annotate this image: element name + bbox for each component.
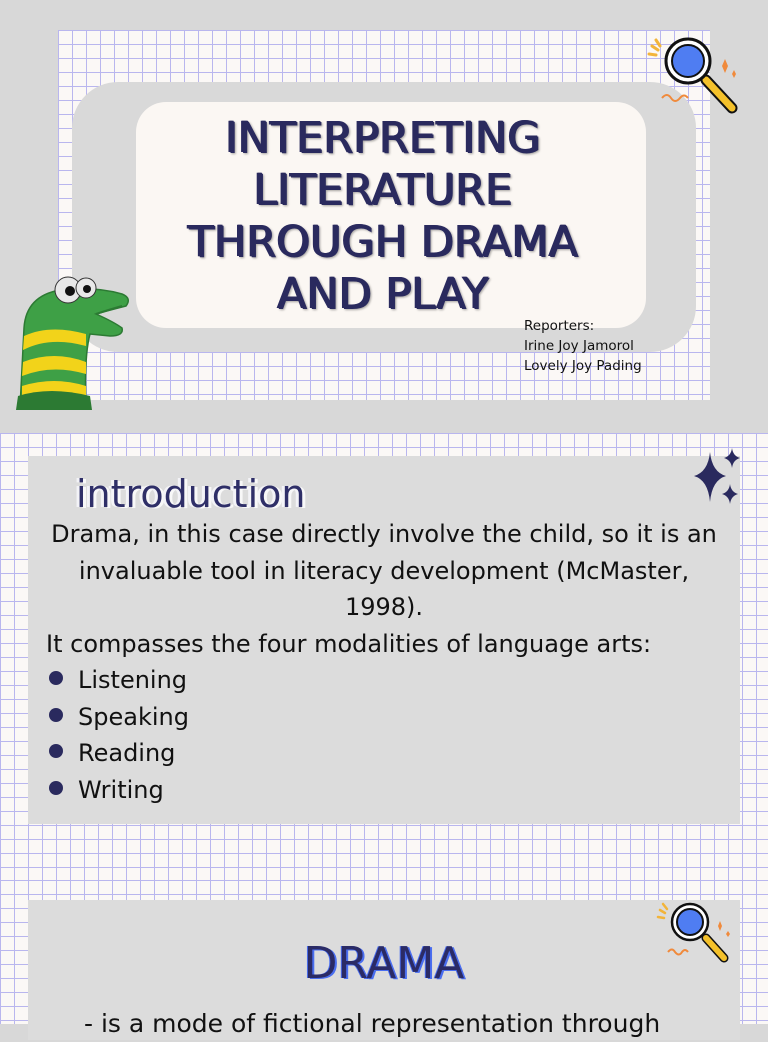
reporter-name: Lovely Joy Pading <box>524 358 642 374</box>
magnifying-glass-icon <box>654 898 734 968</box>
bullet-icon <box>49 671 63 685</box>
intro-paragraph: Drama, in this case directly involve the child, so it is an invaluable tool in literacy development (McMaster, 1998). <box>51 520 717 621</box>
modality-label: Listening <box>78 666 188 694</box>
sparkles-icon <box>692 446 742 510</box>
title-line: AND PLAY <box>277 269 489 319</box>
list-item <box>46 735 189 772</box>
title-line: THROUGH DRAMA <box>187 217 579 267</box>
modalities-list <box>46 662 189 808</box>
reporters-label: Reporters: <box>524 318 595 334</box>
section-heading: DRAMA <box>303 938 465 989</box>
section-heading: introduction <box>76 472 306 516</box>
magnifying-glass-icon <box>644 32 740 116</box>
bullet-icon <box>49 708 63 722</box>
bullet-icon <box>49 781 63 795</box>
bullet-icon <box>49 744 63 758</box>
reporters-block <box>524 316 642 376</box>
list-item <box>46 699 189 736</box>
reporter-name: Irine Joy Jamorol <box>524 338 634 354</box>
modalities-intro: It compasses the four modalities of language arts: <box>46 630 652 658</box>
title-line: INTERPRETING <box>225 113 541 163</box>
slide-title <box>136 112 630 320</box>
list-item <box>46 662 189 699</box>
modality-label: Writing <box>78 775 164 804</box>
modality-label: Speaking <box>78 702 189 731</box>
list-item <box>46 772 189 809</box>
drama-definition: - is a mode of fictional representation through <box>84 1009 661 1038</box>
title-line: LITERATURE <box>253 165 513 215</box>
modality-label: Reading <box>78 739 176 768</box>
sock-puppet-illustration <box>10 276 134 412</box>
